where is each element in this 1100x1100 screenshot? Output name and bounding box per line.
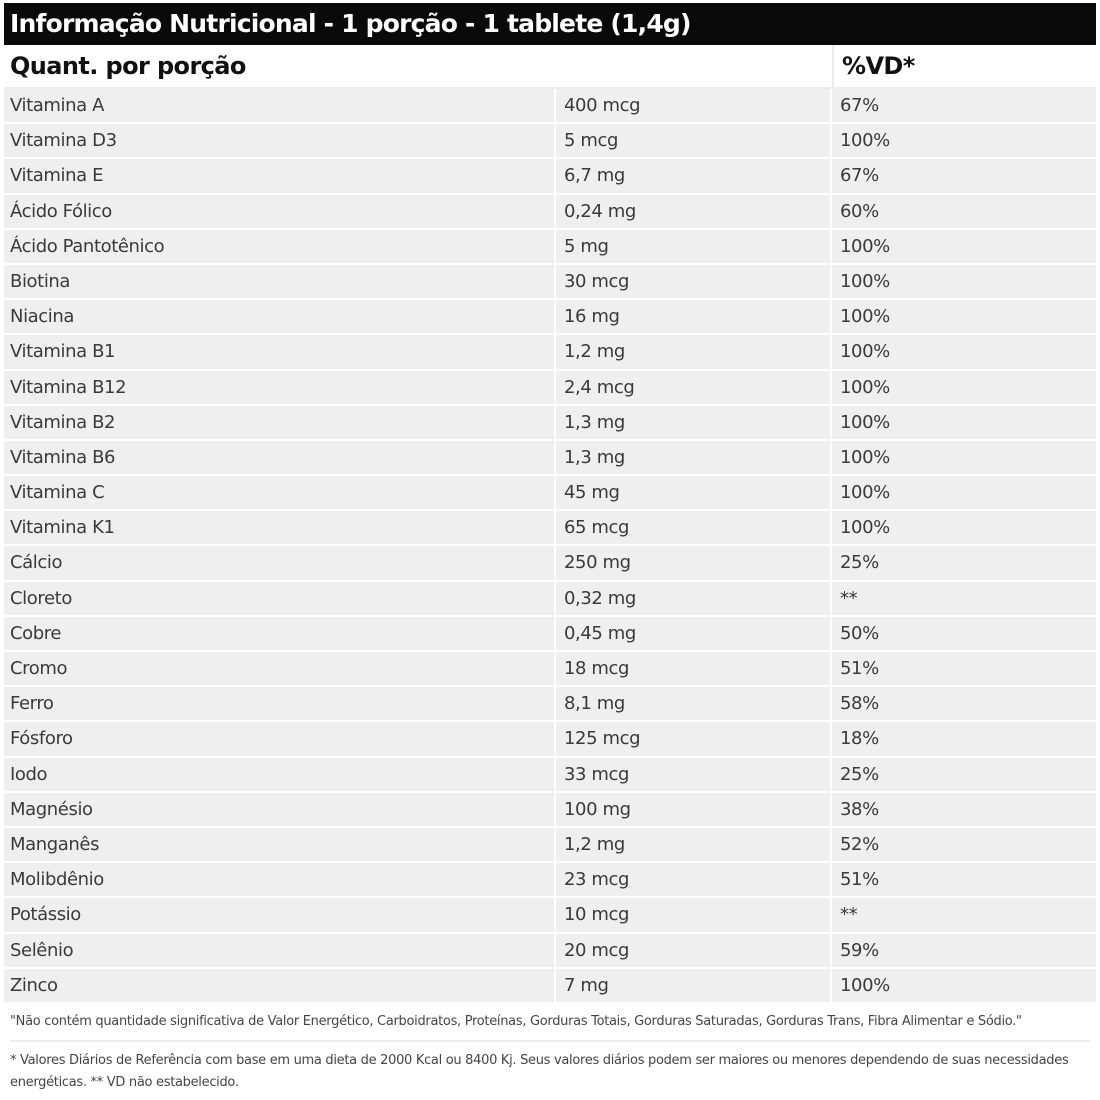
nutrient-name: Ácido Pantotênico xyxy=(4,230,556,263)
table-row xyxy=(4,265,1096,300)
nutrient-daily-value: 60% xyxy=(840,200,879,222)
nutrient-amount: 400 mcg xyxy=(556,89,832,122)
nutrient-amount: 125 mcg xyxy=(556,722,832,755)
nutrient-name: Biotina xyxy=(4,265,556,298)
nutrient-daily-value: 67% xyxy=(840,95,879,116)
table-row xyxy=(4,898,1096,933)
nutrient-amount: 16 mg xyxy=(556,300,832,333)
table-row xyxy=(4,230,1096,265)
table-row xyxy=(4,687,1096,722)
header-quantity-per-serving: Quant. por porção xyxy=(10,52,246,80)
nutrient-name: Cálcio xyxy=(4,546,556,579)
nutrient-amount: 5 mcg xyxy=(556,124,832,157)
nutrient-amount: 33 mcg xyxy=(556,758,832,791)
footnotes xyxy=(4,1004,1096,1094)
table-row xyxy=(4,793,1096,828)
nutrient-daily-value: 100% xyxy=(840,235,890,257)
table-row xyxy=(4,300,1096,335)
nutrient-daily-value: 25% xyxy=(840,763,879,785)
nutrient-amount: 1,2 mg xyxy=(556,335,832,368)
table-row xyxy=(4,511,1096,546)
nutrient-daily-value: 100% xyxy=(840,482,890,504)
table-header xyxy=(4,45,1096,89)
header-daily-value: %VD* xyxy=(832,45,915,87)
table-row xyxy=(4,722,1096,757)
footnote-daily-values: * Valores Diários de Referência com base em uma dieta de 2000 Kcal ou 8400 Kj. Seus valores diários podem ser maiores ou menores dependendo de suas necessidades energéticas. ** VD não estabelecido. xyxy=(10,1052,1069,1090)
table-row xyxy=(4,476,1096,511)
nutrient-amount: 20 mcg xyxy=(556,934,832,967)
nutrient-daily-value: 100% xyxy=(840,341,890,363)
nutrient-name: Zinco xyxy=(4,969,556,1002)
nutrient-name: Potássio xyxy=(4,898,556,931)
nutrient-amount: 7 mg xyxy=(556,969,832,1002)
nutrient-name: Fósforo xyxy=(4,722,556,755)
nutrient-amount: 100 mg xyxy=(556,793,832,826)
table-row xyxy=(4,335,1096,370)
nutrient-amount: 23 mcg xyxy=(556,863,832,896)
table-title: Informação Nutricional - 1 porção - 1 tablete (1,4g) xyxy=(4,3,1096,45)
table-row xyxy=(4,969,1096,1004)
nutrient-amount: 1,3 mg xyxy=(556,406,832,439)
nutrient-name: Cromo xyxy=(4,652,556,685)
nutrient-name: Molibdênio xyxy=(4,863,556,896)
nutrient-amount: 8,1 mg xyxy=(556,687,832,720)
nutrient-amount: 0,32 mg xyxy=(556,582,832,615)
nutrient-amount: 2,4 mcg xyxy=(556,371,832,404)
nutrient-amount: 0,24 mg xyxy=(556,195,832,228)
table-row xyxy=(4,89,1096,124)
table-row xyxy=(4,441,1096,476)
nutrient-amount: 65 mcg xyxy=(556,511,832,544)
table-row xyxy=(4,371,1096,406)
nutrient-daily-value: 100% xyxy=(840,411,890,433)
nutrient-amount: 18 mcg xyxy=(556,652,832,685)
nutrient-amount: 6,7 mg xyxy=(556,159,832,192)
nutrient-daily-value: 100% xyxy=(840,306,890,328)
table-row xyxy=(4,934,1096,969)
nutrient-name: Vitamina K1 xyxy=(4,511,556,544)
table-row xyxy=(4,828,1096,863)
nutrient-name: Iodo xyxy=(4,758,556,791)
table-row xyxy=(4,546,1096,581)
nutrient-amount: 1,3 mg xyxy=(556,441,832,474)
nutrient-name: Cloreto xyxy=(4,582,556,615)
nutrient-daily-value: 100% xyxy=(840,376,890,398)
footnote-not-significant: "Não contém quantidade significativa de Valor Energético, Carboidratos, Proteínas, Gorduras Totais, Gorduras Saturadas, Gorduras Trans, Fibra Alimentar e Sódio." xyxy=(10,1004,1090,1042)
nutrient-daily-value: 52% xyxy=(840,833,879,855)
nutrient-name: Vitamina C xyxy=(4,476,556,509)
table-row xyxy=(4,758,1096,793)
nutrient-amount: 45 mg xyxy=(556,476,832,509)
nutrient-name: Vitamina B2 xyxy=(4,406,556,439)
nutrient-name: Vitamina A xyxy=(4,89,556,122)
nutrient-daily-value: 38% xyxy=(840,798,879,820)
table-row xyxy=(4,617,1096,652)
nutrient-daily-value: 100% xyxy=(840,270,890,292)
nutrient-name: Niacina xyxy=(4,300,556,333)
nutrient-name: Manganês xyxy=(4,828,556,861)
table-body xyxy=(4,89,1096,1004)
nutrient-name: Vitamina B6 xyxy=(4,441,556,474)
nutrient-amount: 1,2 mg xyxy=(556,828,832,861)
nutrient-daily-value: 59% xyxy=(840,939,879,961)
table-row xyxy=(4,195,1096,230)
nutrient-name: Selênio xyxy=(4,934,556,967)
nutrient-daily-value: 50% xyxy=(840,622,879,644)
nutrient-daily-value: 58% xyxy=(840,693,879,715)
nutrient-amount: 0,45 mg xyxy=(556,617,832,650)
nutrient-daily-value: 100% xyxy=(840,517,890,539)
nutrient-daily-value: 67% xyxy=(840,165,879,187)
table-row xyxy=(4,582,1096,617)
nutrient-daily-value: 18% xyxy=(840,728,879,750)
nutrient-name: Vitamina E xyxy=(4,159,556,192)
nutrient-name: Vitamina D3 xyxy=(4,124,556,157)
table-row xyxy=(4,124,1096,159)
table-row xyxy=(4,652,1096,687)
nutrient-daily-value: 100% xyxy=(840,974,890,996)
nutrient-name: Ferro xyxy=(4,687,556,720)
table-row xyxy=(4,863,1096,898)
nutrient-daily-value: 100% xyxy=(840,446,890,468)
nutrient-name: Vitamina B12 xyxy=(4,371,556,404)
nutrient-daily-value: 25% xyxy=(840,552,879,574)
nutrient-amount: 250 mg xyxy=(556,546,832,579)
table-row xyxy=(4,406,1096,441)
nutrition-table xyxy=(4,3,1096,1094)
nutrient-daily-value: 100% xyxy=(840,130,890,152)
table-row xyxy=(4,159,1096,194)
nutrient-name: Vitamina B1 xyxy=(4,335,556,368)
nutrient-daily-value: 51% xyxy=(840,869,879,891)
nutrient-name: Cobre xyxy=(4,617,556,650)
nutrient-daily-value: ** xyxy=(840,587,858,609)
nutrient-name: Ácido Fólico xyxy=(4,195,556,228)
nutrient-amount: 30 mcg xyxy=(556,265,832,298)
nutrient-name: Magnésio xyxy=(4,793,556,826)
nutrient-amount: 5 mg xyxy=(556,230,832,263)
nutrient-daily-value: 51% xyxy=(840,658,879,679)
nutrient-daily-value: ** xyxy=(840,904,858,926)
nutrient-amount: 10 mcg xyxy=(556,898,832,931)
